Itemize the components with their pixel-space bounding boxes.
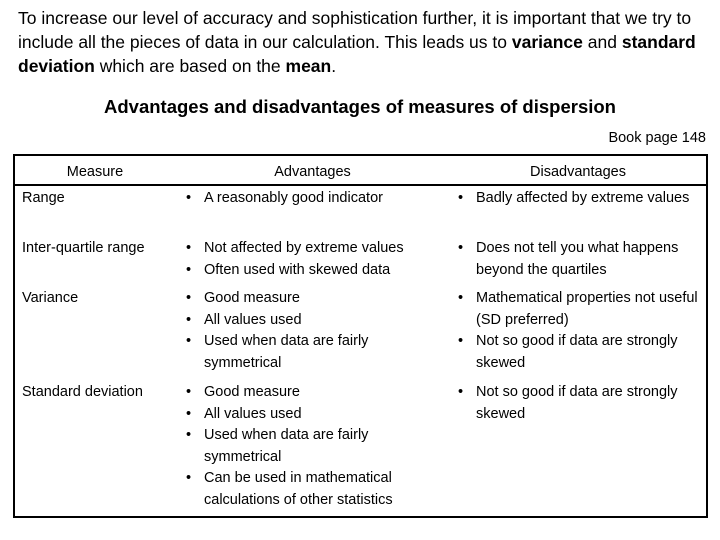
list-item: • All values used (180, 404, 445, 426)
intro-term-variance: variance (511, 32, 583, 52)
advantages-cell (180, 288, 445, 374)
list-item: • Not so good if data are strongly skewed (452, 382, 704, 425)
disadvantages-cell (452, 382, 704, 425)
header-measure: Measure (66, 164, 124, 180)
list-item: • Badly affected by extreme values (452, 188, 704, 210)
list-item: • A reasonably good indicator (180, 188, 445, 210)
advantages-cell (180, 188, 445, 210)
list-item: • All values used (180, 310, 445, 332)
table-row-range (15, 186, 706, 236)
measure-cell: Range (22, 190, 65, 206)
list-item: • Mathematical properties not useful (SD preferred) (452, 288, 704, 331)
list-item: • Good measure (180, 382, 445, 404)
disadvantages-cell (452, 238, 704, 281)
advantages-list (180, 238, 445, 281)
advantages-cell (180, 382, 445, 511)
disadvantages-list (452, 382, 704, 425)
header-disadvantages: Disadvantages (530, 164, 626, 180)
list-item: • Good measure (180, 288, 445, 310)
list-item: • Does not tell you what happens beyond the quartiles (452, 238, 704, 281)
intro-term-standard-deviation: standard deviation (18, 32, 696, 76)
dispersion-table (13, 154, 708, 518)
table-row-standard-deviation (15, 380, 706, 516)
list-item: • Used when data are fairly symmetrical (180, 331, 445, 374)
measure-cell: Standard deviation (22, 384, 143, 400)
table-row-inter-quartile-range (15, 236, 706, 286)
intro-text-4: . (331, 56, 337, 76)
intro-text-2: and (582, 32, 622, 52)
disadvantages-list (452, 238, 704, 281)
intro-text-1: To increase our level of accuracy and sophistication further, it is important that we try to include all the pieces of data in our calculation. This leads us to (18, 8, 692, 52)
table-row-variance (15, 286, 706, 380)
advantages-list (180, 382, 445, 511)
disadvantages-list (452, 288, 704, 374)
advantages-cell (180, 238, 445, 281)
advantages-list (180, 188, 445, 210)
list-item: • Often used with skewed data (180, 260, 445, 282)
advantages-list (180, 288, 445, 374)
intro-paragraph (18, 6, 708, 78)
table-header-row (15, 156, 706, 186)
list-item: • Not so good if data are strongly skewed (452, 331, 704, 374)
intro-term-mean: mean (285, 56, 332, 76)
disadvantages-list (452, 188, 704, 210)
header-advantages: Advantages (274, 164, 351, 180)
list-item: • Can be used in mathematical calculations of other statistics (180, 468, 445, 511)
intro-text-3: which are based on the (94, 56, 286, 76)
measure-cell: Inter-quartile range (22, 240, 145, 256)
book-page-reference: Book page 148 (608, 130, 706, 146)
list-item: • Used when data are fairly symmetrical (180, 425, 445, 468)
measure-cell: Variance (22, 290, 79, 306)
list-item: • Not affected by extreme values (180, 238, 445, 260)
disadvantages-cell (452, 288, 704, 374)
disadvantages-cell (452, 188, 704, 210)
section-title: Advantages and disadvantages of measures of dispersion (104, 96, 616, 117)
